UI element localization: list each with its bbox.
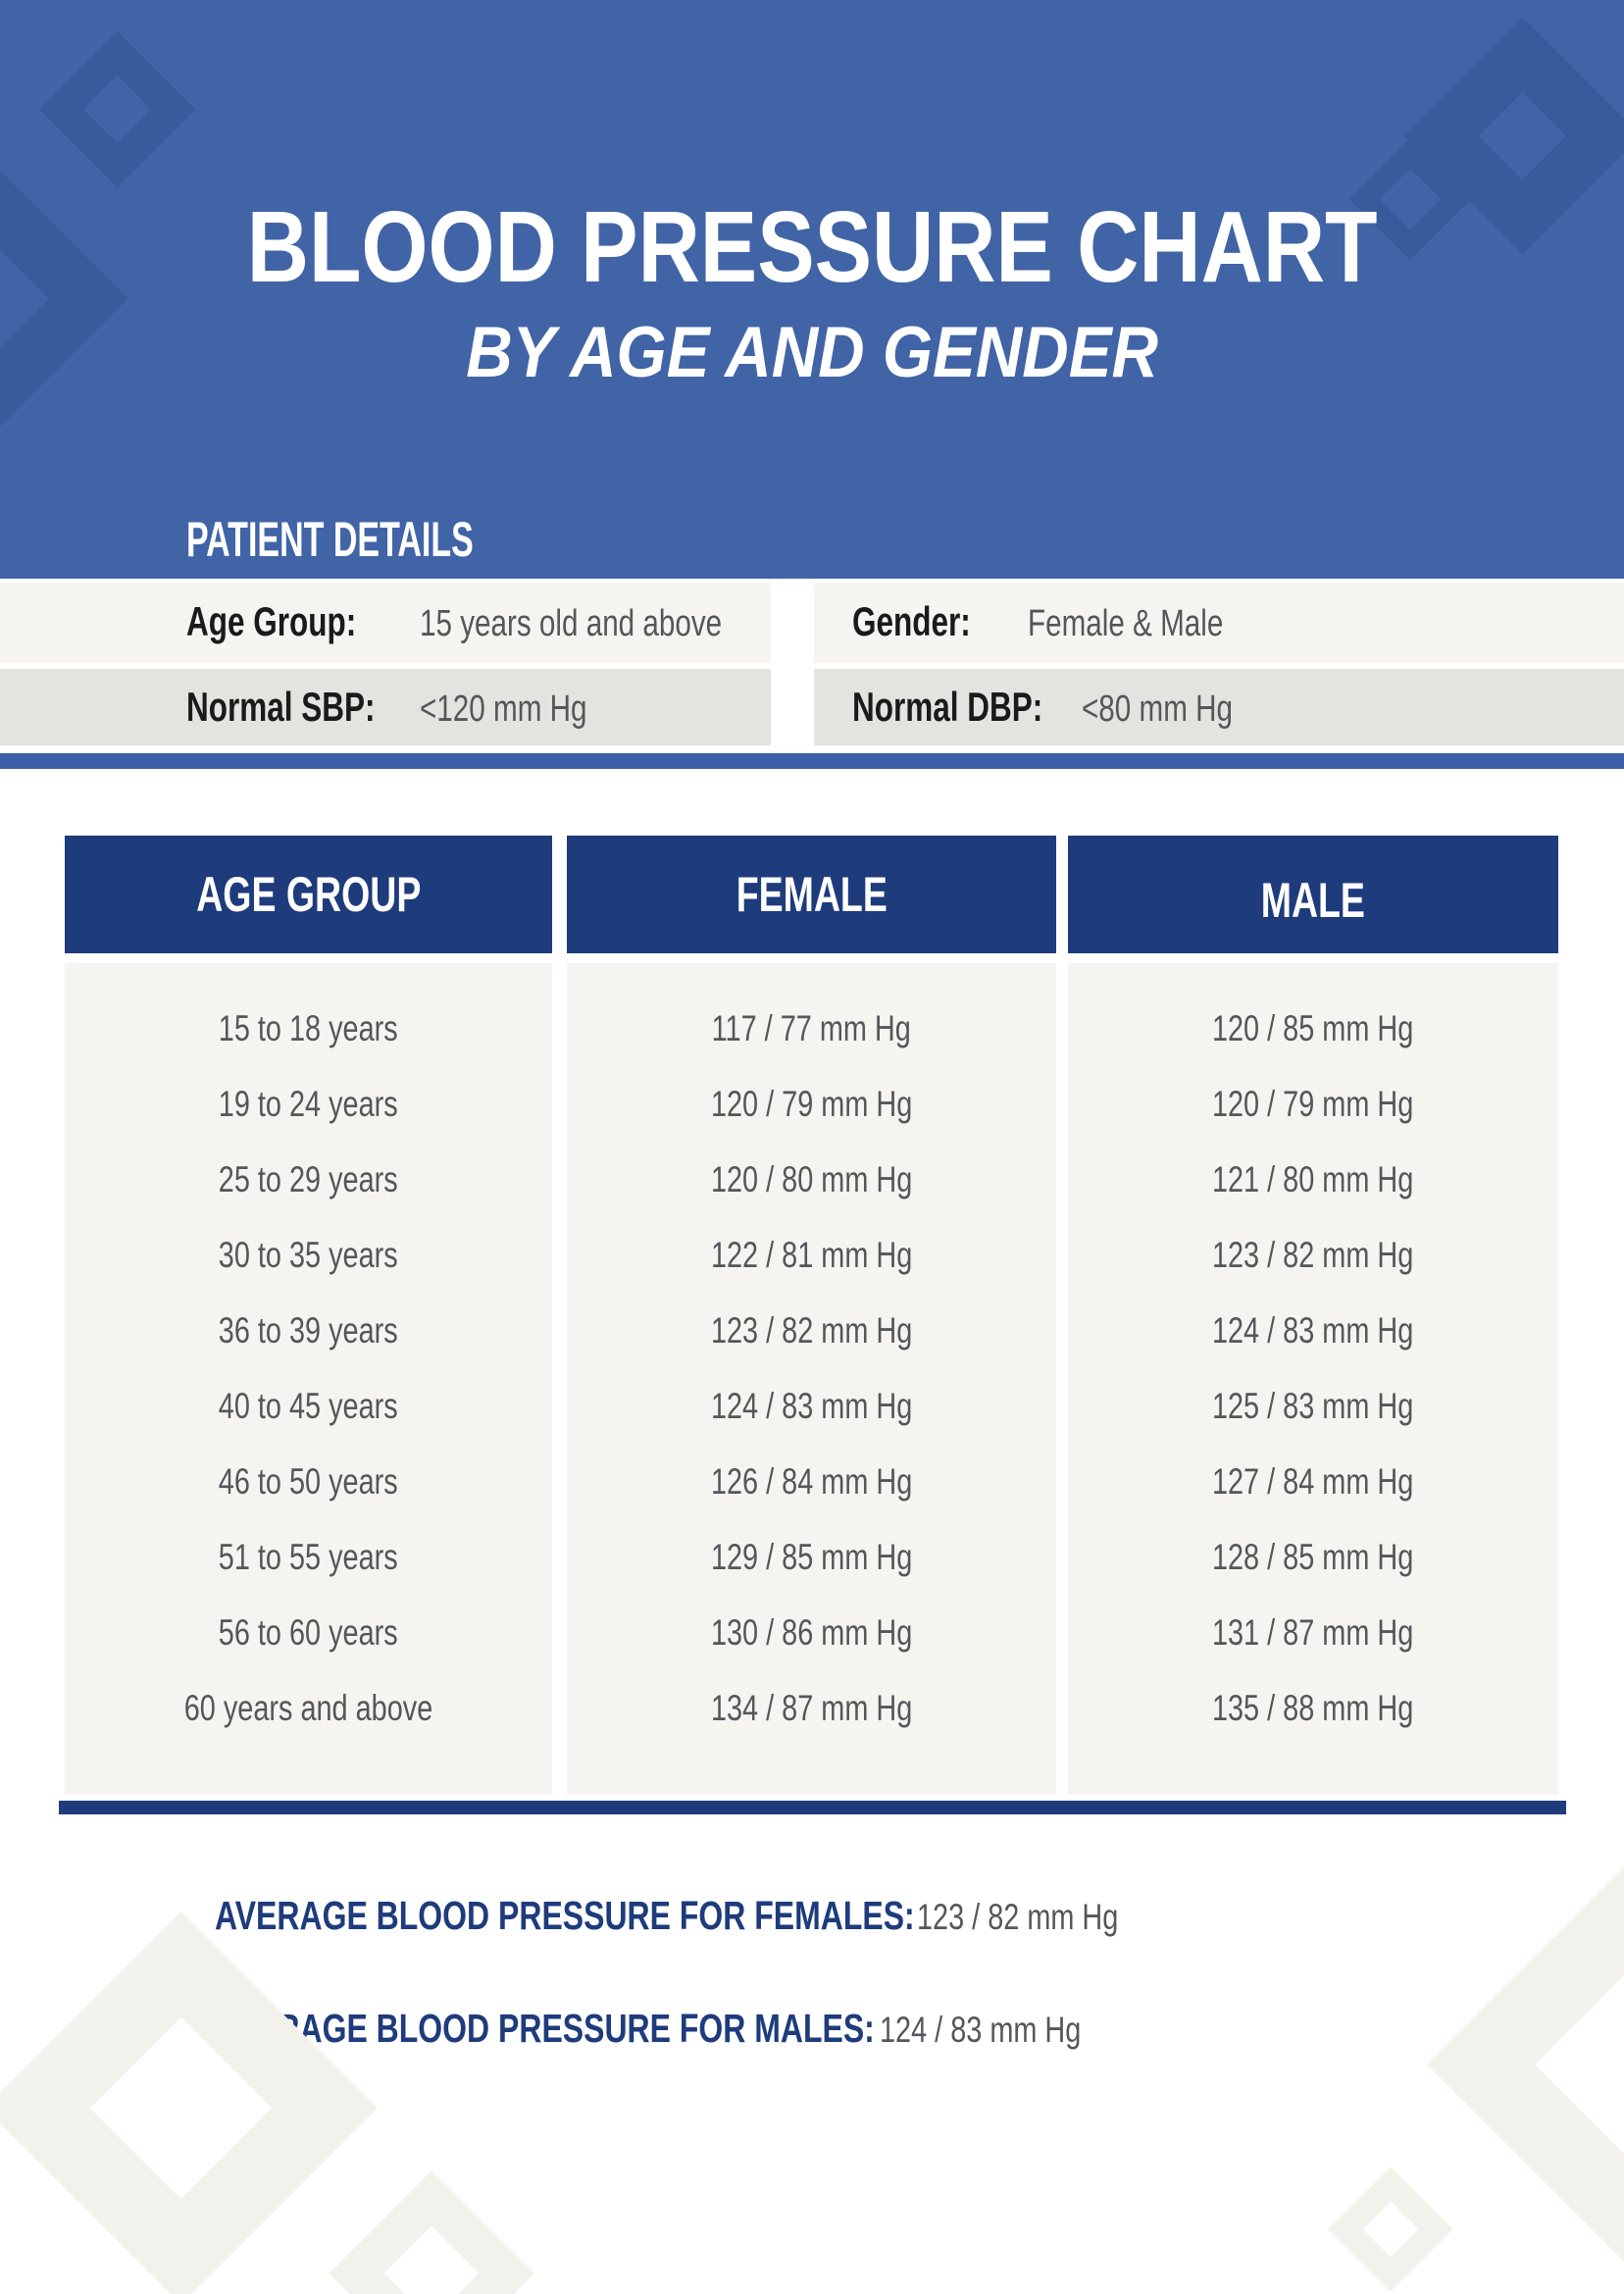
diamond-watermark-icon [1427, 1863, 1624, 2266]
table-header-male: MALE [1068, 836, 1558, 953]
normal-sbp-value: <120 mm Hg [420, 688, 587, 730]
table-header-age-group: AGE GROUP [65, 836, 552, 953]
section-divider-bar [0, 753, 1624, 769]
gender-label: Gender: [852, 598, 971, 644]
average-females-value: 123 / 82 mm Hg [917, 1897, 1119, 1937]
table-row: 40 to 45 years 124 / 83 mm Hg 125 / 83 mm Hg [219, 1386, 1414, 1426]
normal-dbp-label: Normal DBP: [852, 684, 1043, 730]
table-row: 51 to 55 years 129 / 85 mm Hg 128 / 85 mm Hg [219, 1537, 1414, 1577]
header-banner [0, 0, 1624, 579]
diamond-watermark-icon [0, 1912, 378, 2294]
diamond-watermark-icon [329, 2170, 533, 2294]
table-row: 25 to 29 years 120 / 80 mm Hg 121 / 80 mm Hg [219, 1159, 1414, 1199]
table-row: 60 years and above 134 / 87 mm Hg 135 / 88 mm Hg [183, 1688, 1414, 1728]
patient-details-heading: PATIENT DETAILS [186, 512, 474, 567]
average-females-label: AVERAGE BLOOD PRESSURE FOR FEMALES: [215, 1893, 915, 1938]
age-group-label: Age Group: [186, 598, 357, 644]
table-bottom-bar [59, 1801, 1566, 1814]
table-header-female: FEMALE [567, 836, 1056, 953]
diamond-pattern-icon [39, 31, 196, 188]
gender-value: Female & Male [1028, 603, 1224, 644]
page-subtitle: BY AGE AND GENDER [466, 313, 1158, 392]
normal-sbp-label: Normal SBP: [186, 684, 376, 730]
diamond-watermark-icon [1328, 2167, 1452, 2291]
average-males-label: AVERAGE BLOOD PRESSURE FOR MALES: [215, 2006, 875, 2051]
age-group-value: 15 years old and above [420, 603, 723, 644]
table-row: 30 to 35 years 122 / 81 mm Hg 123 / 82 mm Hg [219, 1235, 1414, 1275]
table-row: 56 to 60 years 130 / 86 mm Hg 131 / 87 mm Hg [219, 1612, 1414, 1653]
page-subtitle-row [0, 314, 1624, 392]
normal-dbp-value: <80 mm Hg [1082, 688, 1234, 730]
page-title: BLOOD PRESSURE CHART [246, 190, 1378, 303]
table-row: 36 to 39 years 123 / 82 mm Hg 124 / 83 mm Hg [219, 1310, 1414, 1351]
table-row: 19 to 24 years 120 / 79 mm Hg 120 / 79 mm Hg [219, 1084, 1414, 1124]
table-row: 15 to 18 years 117 / 77 mm Hg 120 / 85 mm Hg [219, 1008, 1414, 1048]
table-row: 46 to 50 years 126 / 84 mm Hg 127 / 84 mm Hg [219, 1461, 1414, 1502]
patient-details-heading-row [186, 514, 609, 565]
page-title-row [0, 190, 1624, 303]
average-males-value: 124 / 83 mm Hg [880, 2010, 1082, 2050]
